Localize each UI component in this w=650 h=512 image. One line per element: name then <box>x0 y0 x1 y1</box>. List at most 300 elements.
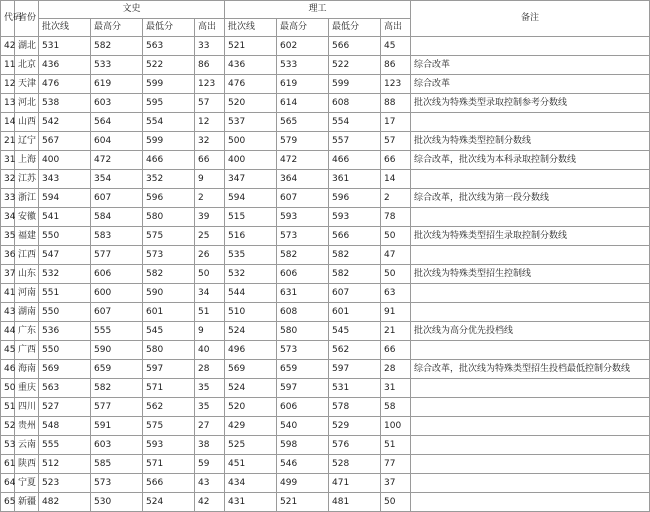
cell-ligong-min: 566 <box>329 37 381 56</box>
table-row <box>1 455 650 474</box>
cell-wenshi-above: 86 <box>195 56 225 75</box>
cell-wenshi-above: 34 <box>195 284 225 303</box>
cell-wenshi-max: 585 <box>91 455 143 474</box>
cell-note: 批次线为特殊类型招生控制线 <box>411 265 650 284</box>
cell-ligong-max: 573 <box>277 341 329 360</box>
header-province: 省份 <box>15 1 39 37</box>
table-row <box>1 170 650 189</box>
cell-note: 批次线为高分优先投档线 <box>411 322 650 341</box>
cell-ligong-above: 63 <box>381 284 411 303</box>
header-ligong-batch-line: 批次线 <box>225 19 277 37</box>
cell-ligong-above: 14 <box>381 170 411 189</box>
cell-wenshi-max: 603 <box>91 94 143 113</box>
cell-ligong-max: 607 <box>277 189 329 208</box>
cell-wenshi-max: 583 <box>91 227 143 246</box>
cell-ligong-min: 481 <box>329 493 381 512</box>
header-row-top <box>1 1 650 19</box>
cell-province: 云南 <box>15 436 39 455</box>
cell-code: 12 <box>1 75 15 94</box>
cell-province: 重庆 <box>15 379 39 398</box>
table-row <box>1 322 650 341</box>
cell-wenshi-max: 590 <box>91 341 143 360</box>
cell-ligong-above: 88 <box>381 94 411 113</box>
table-row <box>1 56 650 75</box>
cell-province: 北京 <box>15 56 39 75</box>
cell-ligong-max: 573 <box>277 227 329 246</box>
cell-wenshi-batch-line: 476 <box>39 75 91 94</box>
cell-wenshi-batch-line: 594 <box>39 189 91 208</box>
cell-wenshi-above: 66 <box>195 151 225 170</box>
cell-wenshi-above: 38 <box>195 436 225 455</box>
cell-ligong-batch-line: 569 <box>225 360 277 379</box>
cell-ligong-above: 57 <box>381 132 411 151</box>
cell-ligong-batch-line: 520 <box>225 398 277 417</box>
cell-province: 四川 <box>15 398 39 417</box>
cell-ligong-batch-line: 521 <box>225 37 277 56</box>
cell-note: 综合改革，批次线为本科录取控制分数线 <box>411 151 650 170</box>
cell-wenshi-above: 35 <box>195 379 225 398</box>
cell-ligong-max: 606 <box>277 265 329 284</box>
cell-wenshi-min: 573 <box>143 246 195 265</box>
cell-wenshi-max: 606 <box>91 265 143 284</box>
cell-wenshi-min: 599 <box>143 75 195 94</box>
cell-wenshi-batch-line: 567 <box>39 132 91 151</box>
cell-wenshi-max: 573 <box>91 474 143 493</box>
cell-ligong-min: 597 <box>329 360 381 379</box>
cell-wenshi-max: 530 <box>91 493 143 512</box>
cell-note <box>411 37 650 56</box>
cell-note <box>411 246 650 265</box>
header-ligong-max: 最高分 <box>277 19 329 37</box>
cell-ligong-min: 599 <box>329 75 381 94</box>
cell-code: 31 <box>1 151 15 170</box>
cell-wenshi-max: 659 <box>91 360 143 379</box>
cell-code: 51 <box>1 398 15 417</box>
cell-wenshi-max: 472 <box>91 151 143 170</box>
cell-ligong-max: 598 <box>277 436 329 455</box>
cell-ligong-min: 557 <box>329 132 381 151</box>
cell-ligong-max: 472 <box>277 151 329 170</box>
cell-code: 34 <box>1 208 15 227</box>
table-body <box>1 37 650 512</box>
cell-ligong-above: 31 <box>381 379 411 398</box>
cell-wenshi-max: 591 <box>91 417 143 436</box>
cell-wenshi-above: 59 <box>195 455 225 474</box>
cell-wenshi-min: 580 <box>143 208 195 227</box>
cell-wenshi-max: 584 <box>91 208 143 227</box>
cell-ligong-batch-line: 537 <box>225 113 277 132</box>
cell-ligong-max: 614 <box>277 94 329 113</box>
cell-ligong-max: 606 <box>277 398 329 417</box>
cell-ligong-batch-line: 400 <box>225 151 277 170</box>
header-wenshi-above: 高出 <box>195 19 225 37</box>
cell-code: 11 <box>1 56 15 75</box>
cell-wenshi-batch-line: 532 <box>39 265 91 284</box>
cell-wenshi-batch-line: 550 <box>39 341 91 360</box>
cell-code: 64 <box>1 474 15 493</box>
cell-wenshi-min: 562 <box>143 398 195 417</box>
cell-wenshi-min: 352 <box>143 170 195 189</box>
cell-wenshi-batch-line: 550 <box>39 303 91 322</box>
cell-wenshi-max: 582 <box>91 37 143 56</box>
cell-wenshi-max: 603 <box>91 436 143 455</box>
cell-wenshi-batch-line: 482 <box>39 493 91 512</box>
cell-note: 批次线为特殊类型招生录取控制分数线 <box>411 227 650 246</box>
cell-wenshi-max: 555 <box>91 322 143 341</box>
cell-wenshi-max: 607 <box>91 189 143 208</box>
cell-province: 广东 <box>15 322 39 341</box>
cell-ligong-min: 578 <box>329 398 381 417</box>
cell-wenshi-above: 25 <box>195 227 225 246</box>
table-row <box>1 436 650 455</box>
cell-province: 安徽 <box>15 208 39 227</box>
table-row <box>1 265 650 284</box>
cell-ligong-min: 522 <box>329 56 381 75</box>
cell-ligong-min: 566 <box>329 227 381 246</box>
cell-wenshi-batch-line: 541 <box>39 208 91 227</box>
cell-wenshi-min: 599 <box>143 132 195 151</box>
table-row <box>1 379 650 398</box>
cell-wenshi-batch-line: 538 <box>39 94 91 113</box>
cell-ligong-min: 593 <box>329 208 381 227</box>
cell-wenshi-batch-line: 547 <box>39 246 91 265</box>
cell-wenshi-max: 577 <box>91 246 143 265</box>
cell-wenshi-min: 593 <box>143 436 195 455</box>
cell-province: 陕西 <box>15 455 39 474</box>
table-row <box>1 113 650 132</box>
cell-note <box>411 436 650 455</box>
cell-ligong-above: 66 <box>381 151 411 170</box>
cell-ligong-batch-line: 431 <box>225 493 277 512</box>
cell-wenshi-above: 9 <box>195 322 225 341</box>
cell-ligong-above: 28 <box>381 360 411 379</box>
cell-wenshi-above: 50 <box>195 265 225 284</box>
cell-wenshi-max: 577 <box>91 398 143 417</box>
cell-note <box>411 284 650 303</box>
cell-ligong-min: 531 <box>329 379 381 398</box>
cell-wenshi-batch-line: 531 <box>39 37 91 56</box>
cell-ligong-max: 546 <box>277 455 329 474</box>
table-row <box>1 208 650 227</box>
cell-ligong-above: 45 <box>381 37 411 56</box>
cell-ligong-batch-line: 500 <box>225 132 277 151</box>
cell-wenshi-min: 524 <box>143 493 195 512</box>
cell-wenshi-max: 607 <box>91 303 143 322</box>
cell-note: 综合改革，批次线为第一段分数线 <box>411 189 650 208</box>
cell-code: 53 <box>1 436 15 455</box>
cell-wenshi-above: 123 <box>195 75 225 94</box>
cell-wenshi-above: 33 <box>195 37 225 56</box>
cell-ligong-batch-line: 496 <box>225 341 277 360</box>
cell-note: 综合改革，批次线为特殊类型招生投档最低控制分数线 <box>411 360 650 379</box>
cell-ligong-min: 554 <box>329 113 381 132</box>
cell-code: 44 <box>1 322 15 341</box>
cell-note <box>411 341 650 360</box>
cell-ligong-above: 58 <box>381 398 411 417</box>
cell-wenshi-min: 575 <box>143 227 195 246</box>
cell-code: 61 <box>1 455 15 474</box>
cell-code: 46 <box>1 360 15 379</box>
cell-wenshi-above: 32 <box>195 132 225 151</box>
cell-ligong-min: 576 <box>329 436 381 455</box>
cell-code: 32 <box>1 170 15 189</box>
cell-ligong-max: 619 <box>277 75 329 94</box>
cell-ligong-max: 580 <box>277 322 329 341</box>
cell-province: 山东 <box>15 265 39 284</box>
cell-ligong-above: 123 <box>381 75 411 94</box>
cell-ligong-above: 78 <box>381 208 411 227</box>
cell-ligong-batch-line: 594 <box>225 189 277 208</box>
cell-code: 35 <box>1 227 15 246</box>
cell-ligong-max: 602 <box>277 37 329 56</box>
cell-wenshi-min: 582 <box>143 265 195 284</box>
table-row <box>1 227 650 246</box>
cell-wenshi-min: 590 <box>143 284 195 303</box>
cell-wenshi-max: 619 <box>91 75 143 94</box>
cell-wenshi-batch-line: 569 <box>39 360 91 379</box>
cell-province: 山西 <box>15 113 39 132</box>
header-wenshi-batch-line: 批次线 <box>39 19 91 37</box>
cell-wenshi-max: 533 <box>91 56 143 75</box>
cell-ligong-batch-line: 525 <box>225 436 277 455</box>
cell-ligong-max: 659 <box>277 360 329 379</box>
cell-province: 辽宁 <box>15 132 39 151</box>
cell-wenshi-max: 582 <box>91 379 143 398</box>
table-row <box>1 94 650 113</box>
cell-ligong-above: 50 <box>381 227 411 246</box>
cell-wenshi-min: 466 <box>143 151 195 170</box>
cell-note <box>411 398 650 417</box>
cell-wenshi-batch-line: 527 <box>39 398 91 417</box>
cell-wenshi-above: 40 <box>195 341 225 360</box>
cell-ligong-above: 37 <box>381 474 411 493</box>
cell-wenshi-max: 600 <box>91 284 143 303</box>
cell-ligong-above: 17 <box>381 113 411 132</box>
cell-code: 42 <box>1 37 15 56</box>
cell-wenshi-batch-line: 512 <box>39 455 91 474</box>
cell-wenshi-min: 566 <box>143 474 195 493</box>
header-ligong: 理工 <box>225 1 411 19</box>
cell-note: 批次线为特殊类型控制分数线 <box>411 132 650 151</box>
cell-ligong-batch-line: 429 <box>225 417 277 436</box>
cell-wenshi-batch-line: 400 <box>39 151 91 170</box>
cell-wenshi-batch-line: 551 <box>39 284 91 303</box>
cell-wenshi-batch-line: 536 <box>39 322 91 341</box>
cell-note <box>411 379 650 398</box>
cell-ligong-batch-line: 434 <box>225 474 277 493</box>
cell-ligong-batch-line: 451 <box>225 455 277 474</box>
cell-code: 41 <box>1 284 15 303</box>
cell-wenshi-min: 601 <box>143 303 195 322</box>
cell-province: 宁夏 <box>15 474 39 493</box>
cell-ligong-batch-line: 510 <box>225 303 277 322</box>
cell-wenshi-min: 597 <box>143 360 195 379</box>
cell-code: 37 <box>1 265 15 284</box>
cell-province: 新疆 <box>15 493 39 512</box>
cell-note: 综合改革 <box>411 75 650 94</box>
cell-wenshi-batch-line: 563 <box>39 379 91 398</box>
cell-ligong-batch-line: 515 <box>225 208 277 227</box>
cell-code: 21 <box>1 132 15 151</box>
cell-ligong-above: 51 <box>381 436 411 455</box>
cell-note <box>411 113 650 132</box>
cell-ligong-above: 77 <box>381 455 411 474</box>
cell-ligong-max: 582 <box>277 246 329 265</box>
cell-wenshi-min: 522 <box>143 56 195 75</box>
cell-wenshi-max: 354 <box>91 170 143 189</box>
cell-wenshi-batch-line: 550 <box>39 227 91 246</box>
cell-ligong-min: 582 <box>329 265 381 284</box>
table-row <box>1 417 650 436</box>
cell-province: 江西 <box>15 246 39 265</box>
table-row <box>1 37 650 56</box>
cell-ligong-max: 364 <box>277 170 329 189</box>
table-row <box>1 75 650 94</box>
cell-wenshi-min: 596 <box>143 189 195 208</box>
cell-ligong-batch-line: 532 <box>225 265 277 284</box>
cell-ligong-max: 533 <box>277 56 329 75</box>
cell-province: 海南 <box>15 360 39 379</box>
cell-code: 50 <box>1 379 15 398</box>
cell-ligong-min: 596 <box>329 189 381 208</box>
cell-ligong-batch-line: 347 <box>225 170 277 189</box>
cell-province: 上海 <box>15 151 39 170</box>
cell-code: 33 <box>1 189 15 208</box>
header-note: 备注 <box>411 1 650 37</box>
cell-ligong-max: 499 <box>277 474 329 493</box>
cell-wenshi-min: 575 <box>143 417 195 436</box>
cell-wenshi-above: 35 <box>195 398 225 417</box>
cell-ligong-min: 608 <box>329 94 381 113</box>
cell-note <box>411 303 650 322</box>
cell-ligong-min: 607 <box>329 284 381 303</box>
cell-ligong-min: 545 <box>329 322 381 341</box>
cell-ligong-above: 50 <box>381 265 411 284</box>
cell-ligong-max: 597 <box>277 379 329 398</box>
cell-wenshi-above: 43 <box>195 474 225 493</box>
cell-wenshi-max: 564 <box>91 113 143 132</box>
cell-code: 45 <box>1 341 15 360</box>
table-row <box>1 398 650 417</box>
cell-ligong-above: 47 <box>381 246 411 265</box>
cell-code: 43 <box>1 303 15 322</box>
cell-ligong-above: 100 <box>381 417 411 436</box>
cell-ligong-max: 565 <box>277 113 329 132</box>
cell-ligong-batch-line: 524 <box>225 322 277 341</box>
cell-wenshi-above: 2 <box>195 189 225 208</box>
cell-province: 浙江 <box>15 189 39 208</box>
cell-wenshi-min: 571 <box>143 379 195 398</box>
cell-wenshi-above: 28 <box>195 360 225 379</box>
table-row <box>1 284 650 303</box>
cell-code: 36 <box>1 246 15 265</box>
cell-province: 福建 <box>15 227 39 246</box>
cell-wenshi-min: 554 <box>143 113 195 132</box>
cell-ligong-batch-line: 476 <box>225 75 277 94</box>
cell-note: 综合改革 <box>411 56 650 75</box>
cell-wenshi-batch-line: 343 <box>39 170 91 189</box>
cell-wenshi-batch-line: 555 <box>39 436 91 455</box>
cell-wenshi-above: 27 <box>195 417 225 436</box>
cell-ligong-min: 601 <box>329 303 381 322</box>
cell-ligong-batch-line: 436 <box>225 56 277 75</box>
cell-ligong-above: 2 <box>381 189 411 208</box>
cell-ligong-max: 540 <box>277 417 329 436</box>
cell-ligong-above: 91 <box>381 303 411 322</box>
table-row <box>1 303 650 322</box>
table-row <box>1 360 650 379</box>
cell-province: 江苏 <box>15 170 39 189</box>
cell-ligong-batch-line: 524 <box>225 379 277 398</box>
cell-wenshi-batch-line: 523 <box>39 474 91 493</box>
cell-wenshi-min: 595 <box>143 94 195 113</box>
cell-wenshi-min: 563 <box>143 37 195 56</box>
cell-ligong-batch-line: 516 <box>225 227 277 246</box>
cell-ligong-above: 21 <box>381 322 411 341</box>
table-row <box>1 246 650 265</box>
cell-wenshi-min: 571 <box>143 455 195 474</box>
cell-code: 13 <box>1 94 15 113</box>
header-code: 代码 <box>1 1 15 37</box>
cell-ligong-max: 579 <box>277 132 329 151</box>
cell-wenshi-batch-line: 436 <box>39 56 91 75</box>
cell-code: 14 <box>1 113 15 132</box>
cell-ligong-max: 521 <box>277 493 329 512</box>
cell-wenshi-above: 39 <box>195 208 225 227</box>
cell-ligong-min: 528 <box>329 455 381 474</box>
cell-wenshi-min: 580 <box>143 341 195 360</box>
cell-ligong-min: 361 <box>329 170 381 189</box>
cell-note: 批次线为特殊类型录取控制参考分数线 <box>411 94 650 113</box>
cell-ligong-max: 631 <box>277 284 329 303</box>
cell-note <box>411 455 650 474</box>
cell-province: 贵州 <box>15 417 39 436</box>
cell-ligong-max: 608 <box>277 303 329 322</box>
table-row <box>1 132 650 151</box>
cell-wenshi-above: 12 <box>195 113 225 132</box>
cell-province: 河北 <box>15 94 39 113</box>
cell-wenshi-batch-line: 548 <box>39 417 91 436</box>
cell-wenshi-batch-line: 542 <box>39 113 91 132</box>
table-row <box>1 151 650 170</box>
cell-note <box>411 208 650 227</box>
cell-note <box>411 474 650 493</box>
cell-wenshi-min: 545 <box>143 322 195 341</box>
cell-ligong-min: 466 <box>329 151 381 170</box>
cell-ligong-batch-line: 544 <box>225 284 277 303</box>
cell-province: 河南 <box>15 284 39 303</box>
cell-wenshi-above: 26 <box>195 246 225 265</box>
cell-province: 湖北 <box>15 37 39 56</box>
cell-ligong-min: 529 <box>329 417 381 436</box>
cell-wenshi-above: 51 <box>195 303 225 322</box>
cell-note <box>411 417 650 436</box>
cell-code: 52 <box>1 417 15 436</box>
header-wenshi-min: 最低分 <box>143 19 195 37</box>
header-wenshi: 文史 <box>39 1 225 19</box>
table-row <box>1 189 650 208</box>
cell-ligong-above: 50 <box>381 493 411 512</box>
cell-ligong-min: 582 <box>329 246 381 265</box>
cell-note <box>411 493 650 512</box>
cell-wenshi-max: 604 <box>91 132 143 151</box>
table-row <box>1 474 650 493</box>
cell-wenshi-above: 57 <box>195 94 225 113</box>
cell-ligong-above: 86 <box>381 56 411 75</box>
cell-ligong-batch-line: 520 <box>225 94 277 113</box>
cell-ligong-min: 562 <box>329 341 381 360</box>
header-wenshi-max: 最高分 <box>91 19 143 37</box>
